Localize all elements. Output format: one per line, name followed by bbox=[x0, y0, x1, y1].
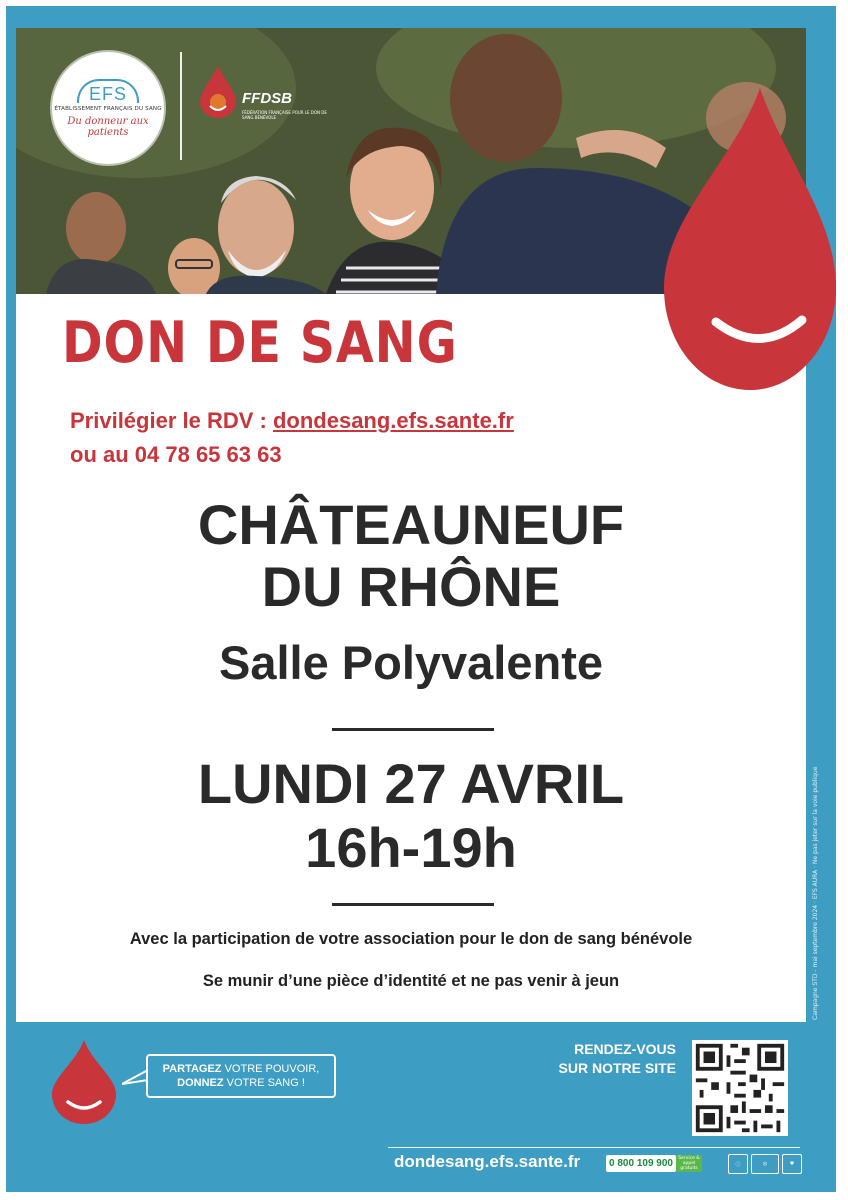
qr-code[interactable] bbox=[692, 1040, 788, 1136]
event-date: LUNDI 27 AVRIL bbox=[197, 752, 625, 815]
association-note: Avec la participation de votre association pour le don de sang bénévole bbox=[129, 930, 693, 948]
id-reminder-note: Se munir d’une pièce d’identité et ne pas venir à jeun bbox=[202, 972, 620, 990]
side-legal-text: Campagne STD - mai septembre 2024 · EFS AURA · Ne pas jeter sur la voie publique bbox=[812, 766, 819, 1020]
ffdsb-blood-drop-icon bbox=[200, 66, 236, 118]
page-title: DON DE SANG bbox=[62, 310, 458, 376]
partner-logo-icon: ♥ bbox=[782, 1154, 802, 1174]
large-blood-drop-icon bbox=[664, 88, 836, 390]
footer-phone-tag: Service & appel gratuits bbox=[676, 1155, 702, 1172]
speech-bubble-tail bbox=[122, 1066, 148, 1086]
efs-logo bbox=[52, 52, 164, 164]
ffdsb-logo-name: FFDSB bbox=[242, 90, 292, 107]
appointment-web-line bbox=[70, 404, 514, 438]
divider-bottom bbox=[332, 903, 494, 906]
appointment-phone-line: ou au 04 78 65 63 63 bbox=[70, 442, 282, 467]
efs-logo-motto: Du donneur aux patients bbox=[67, 115, 149, 138]
partner-logo-icon: ◎ bbox=[751, 1154, 779, 1174]
ffdsb-logo-subtitle: FÉDÉRATION FRANÇAISE POUR LE DON DE SANG BÉNÉVOLE bbox=[242, 110, 327, 120]
footer-phone-number[interactable]: 0 800 109 900 bbox=[606, 1155, 676, 1172]
divider-top bbox=[332, 728, 494, 731]
small-blood-drop-icon bbox=[52, 1040, 116, 1124]
slogan-line1: PARTAGEZ VOTRE POUVOIR, bbox=[162, 1063, 320, 1075]
efs-logo-fullname: ÉTABLISSEMENT FRANÇAIS DU SANG bbox=[54, 105, 162, 112]
footer-site-link[interactable]: dondesang.efs.sante.fr bbox=[394, 1152, 581, 1171]
site-cta-line2: SUR NOTRE SITE bbox=[558, 1060, 676, 1076]
footer-partner-logos bbox=[728, 1154, 802, 1174]
event-datetime bbox=[16, 752, 806, 880]
event-city-line1: CHÂTEAUNEUF bbox=[197, 493, 625, 556]
slogan-speech-bubble bbox=[146, 1054, 336, 1098]
appointment-url-link[interactable]: dondesang.efs.sante.fr bbox=[272, 408, 514, 433]
logo-divider bbox=[180, 52, 182, 160]
efs-logo-mark: EFS bbox=[77, 79, 139, 103]
event-time: 16h-19h bbox=[305, 816, 517, 879]
event-city-line2: DU RHÔNE bbox=[261, 555, 561, 618]
partner-logo-icon: ⓘ bbox=[728, 1154, 748, 1174]
site-cta-line1: RENDEZ-VOUS bbox=[574, 1041, 676, 1057]
appointment-info bbox=[70, 404, 514, 472]
appointment-prefix: Privilégier le RDV : bbox=[70, 408, 273, 433]
event-city bbox=[16, 494, 806, 618]
footer-divider bbox=[388, 1147, 800, 1148]
slogan-line2: DONNEZ VOTRE SANG ! bbox=[177, 1077, 305, 1089]
site-call-to-action bbox=[520, 1040, 676, 1078]
event-venue: Salle Polyvalente bbox=[218, 636, 604, 689]
